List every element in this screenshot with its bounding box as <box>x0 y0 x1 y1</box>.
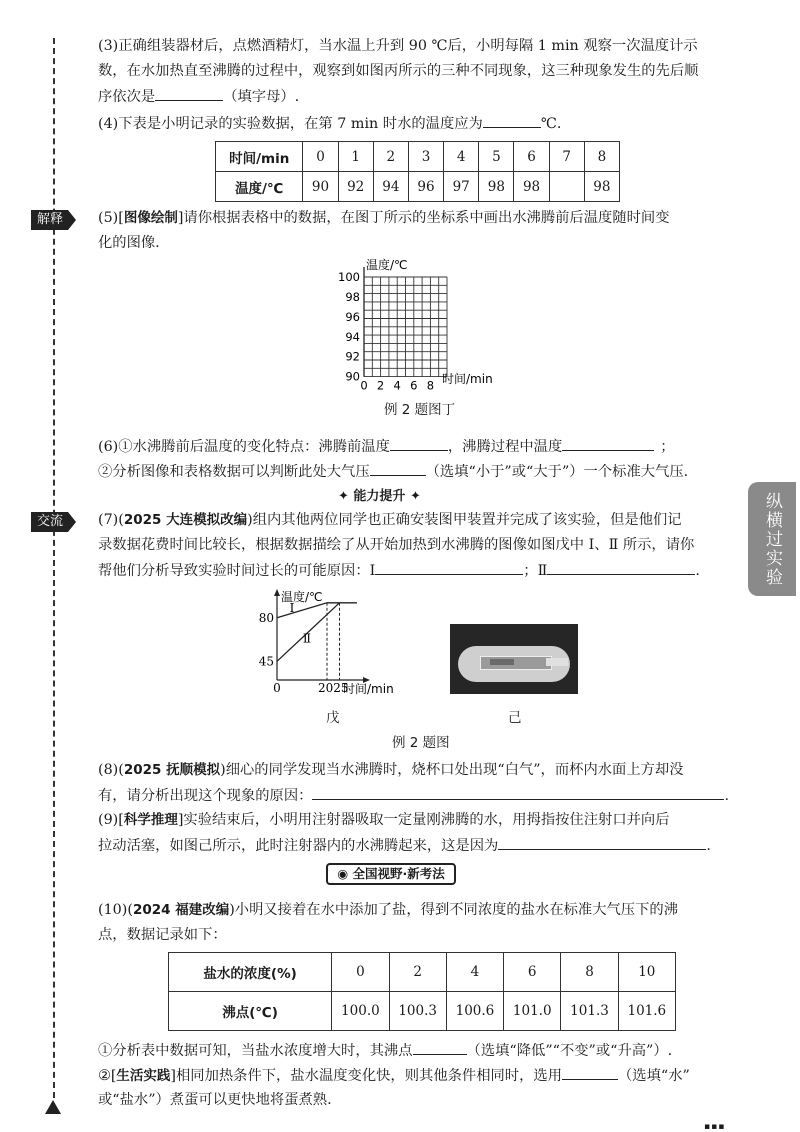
y-tick-label: 94 <box>345 329 360 344</box>
row-header: 沸点(℃) <box>169 992 332 1031</box>
fig-label-wu: 戊 <box>326 710 340 726</box>
q10b-line1: ②[生活实践]相同加热条件下，盐水温度变化快，则其他条件相同时，选用 （选填“水” <box>98 1065 690 1086</box>
table-cell: 4 <box>446 953 503 992</box>
x-tick-label: 6 <box>410 378 418 390</box>
eye-icon: ◉ <box>337 866 349 881</box>
q9-line1: (9)[科学推理]实验结束后，小明用注射器吸取一定量刚沸腾的水，用拇指按住注射口并向后 <box>98 812 670 828</box>
table-row <box>169 953 676 992</box>
series-label: Ⅰ <box>289 600 295 615</box>
row-header: 时间/min <box>216 142 303 172</box>
row-header: 盐水的浓度(%) <box>169 953 332 992</box>
q3-line3: 序依次是 （填字母）. <box>98 86 299 107</box>
grid-xlabel: 时间/min <box>442 372 493 386</box>
q10b-blank[interactable] <box>562 1065 618 1080</box>
x-tick-label: 0 <box>360 378 368 390</box>
y-tick-label: 100 <box>338 270 360 284</box>
q9-blank[interactable] <box>498 835 706 850</box>
q4-answer-blank[interactable] <box>483 113 541 128</box>
table-row <box>216 172 620 202</box>
q7-blank-1[interactable] <box>375 560 523 575</box>
table-cell: 8 <box>584 142 619 172</box>
table-cell: 2 <box>373 142 408 172</box>
tag-jiaoliu: 交流 <box>31 512 68 532</box>
side-tab[interactable]: 纵横过实验 <box>748 482 796 596</box>
q4-line: (4)下表是小明记录的实验数据，在第 7 min 时水的温度应为 ℃. <box>98 113 561 134</box>
margin-dashed-line <box>53 38 55 1098</box>
table-cell: 100.0 <box>332 992 389 1031</box>
table-cell: 5 <box>479 142 514 172</box>
tag-jieshi: 解释 <box>31 210 68 230</box>
table-cell: 100.3 <box>389 992 446 1031</box>
q5-line1: (5)[图像绘制]请你根据表格中的数据，在图丁所示的坐标系中画出水沸腾前后温度随时间变 <box>98 210 670 226</box>
q10a-blank[interactable] <box>413 1040 467 1055</box>
x-tick-label: 0 <box>273 681 281 695</box>
table-cell: 101.3 <box>561 992 618 1031</box>
table-cell: 98 <box>514 172 549 202</box>
grid-coordinate-chart[interactable] <box>330 255 510 390</box>
table-cell: 4 <box>444 142 479 172</box>
table-cell: 0 <box>332 953 389 992</box>
q7-blank-2[interactable] <box>547 560 695 575</box>
q7-line2: 录数据花费时间比较长，根据数据描绘了从开始加热到水沸腾的图像如图戊中 Ⅰ、Ⅱ 所示，请你 <box>98 537 695 553</box>
y-axis-arrow-icon <box>274 589 280 596</box>
table-cell: 7 <box>549 142 584 172</box>
table-cell: 8 <box>561 953 618 992</box>
q6-blank-before[interactable] <box>390 436 448 451</box>
table-cell: 0 <box>303 142 338 172</box>
q7-line3: 帮他们分析导致实验时间过长的可能原因：Ⅰ ；Ⅱ . <box>98 560 700 581</box>
q8-line1: (8)(2025 抚顺模拟)细心的同学发现当水沸腾时，烧杯口处出现“白气”，而杯内水面上方却没 <box>98 762 684 778</box>
table-cell: 101.6 <box>618 992 675 1031</box>
section-title: ✦ 能力提升 ✦ <box>338 489 421 504</box>
row-header: 温度/℃ <box>216 172 303 202</box>
table-cell: 3 <box>408 142 443 172</box>
table-cell: 1 <box>338 142 373 172</box>
q8-line2: 有，请分析出现这个现象的原因： . <box>98 785 729 806</box>
q6-line2: ②分析图像和表格数据可以判断此处大气压 （选填“小于”或“大于”）一个标准大气压. <box>98 461 688 482</box>
q6-blank-during[interactable] <box>562 436 654 451</box>
table-cell: 6 <box>514 142 549 172</box>
table-cell: 6 <box>504 953 561 992</box>
table-cell: 2 <box>389 953 446 992</box>
table-cell: 97 <box>444 172 479 202</box>
q6-blank-pressure[interactable] <box>370 461 426 476</box>
q9-line2: 拉动活塞，如图己所示，此时注射器内的水沸腾起来，这是因为 . <box>98 835 711 856</box>
q8-blank[interactable] <box>312 785 724 800</box>
syringe-photo <box>450 624 578 694</box>
y-tick-label: 92 <box>345 349 360 364</box>
y-tick-label: 98 <box>345 289 360 304</box>
x-tick-label: 2 <box>376 378 385 390</box>
table-cell: 90 <box>303 172 338 202</box>
q5-line2: 化的图像. <box>98 235 160 251</box>
wu-ylabel: 温度/℃ <box>281 590 323 604</box>
table-cell: 10 <box>618 953 675 992</box>
x-tick-label: 4 <box>393 378 401 390</box>
grid-ylabel: 温度/℃ <box>366 258 408 272</box>
table-cell: 98 <box>479 172 514 202</box>
q6-line1: (6)①水沸腾前后温度的变化特点：沸腾前温度 ，沸腾过程中温度 ； <box>98 436 675 457</box>
triangle-marker-icon <box>45 1100 61 1114</box>
experiment-data-table <box>215 141 620 202</box>
series-label: Ⅱ <box>302 631 312 646</box>
q3-line2: 数，在水加热直至沸腾的过程中，观察到如图丙所示的三种不同现象，这三种现象发生的先后顺 <box>98 63 699 79</box>
x-tick-label: 8 <box>426 378 435 390</box>
table-cell[interactable] <box>549 172 584 202</box>
q10b-line2: 或“盐水”）煮蛋可以更快地将蛋煮熟. <box>98 1092 332 1108</box>
table-cell: 94 <box>373 172 408 202</box>
q10-line1: (10)(2024 福建改编)小明又接着在水中添加了盐，得到不同浓度的盐水在标准大气压下的沸 <box>98 902 678 918</box>
fig-caption: 例 2 题图 <box>392 735 450 751</box>
table-cell: 101.0 <box>504 992 561 1031</box>
table-cell: 100.6 <box>446 992 503 1031</box>
q3-answer-blank[interactable] <box>155 86 223 101</box>
q10a-line: ①分析表中数据可知，当盐水浓度增大时，其沸点 （选填“降低”“不变”或“升高”）. <box>98 1040 672 1061</box>
banner-new-exam: ◉ 全国视野·新考法 <box>326 863 456 885</box>
y-tick-label: 80 <box>258 610 274 625</box>
line-chart-wu <box>255 585 425 700</box>
y-tick-label: 96 <box>345 309 360 324</box>
table-cell: 98 <box>584 172 619 202</box>
y-tick-label: 90 <box>345 369 360 384</box>
table-cell: 96 <box>408 172 443 202</box>
q3-line1: (3)正确组装器材后，点燃酒精灯，当水温上升到 90 ℃后，小明每隔 1 min 观察一次温度计示 <box>98 38 698 54</box>
table-row <box>216 142 620 172</box>
x-tick-label: 2025 <box>317 681 349 695</box>
q7-line1: (7)(2025 大连模拟改编)组内其他两位同学也正确安装图甲装置并完成了该实验，但是他们记 <box>98 512 682 528</box>
table-cell: 92 <box>338 172 373 202</box>
grid-chart-caption: 例 2 题图丁 <box>384 402 456 418</box>
fig-label-ji: 己 <box>508 710 522 726</box>
table-row <box>169 992 676 1031</box>
q10-line2: 点，数据记录如下： <box>98 927 227 943</box>
salt-water-table <box>168 952 676 1031</box>
y-tick-label: 45 <box>258 654 274 669</box>
footer-dots: ▪▪▪ <box>704 1122 726 1132</box>
wu-xlabel: 时间/min <box>343 682 394 696</box>
